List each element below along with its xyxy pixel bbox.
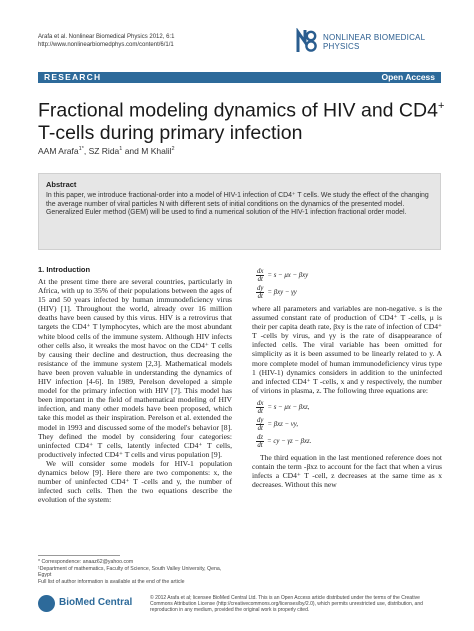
citation-url[interactable]: http://www.nonlinearbiomedphys.com/content/6/1/1 [38,42,174,48]
journal-name-line2: PHYSICS [323,42,360,51]
abstract-heading: Abstract [46,180,77,189]
publisher-logo [38,595,138,613]
section-heading: 1. Introduction [38,265,91,274]
intro-paragraph-2: We will consider some models for HIV-1 population dynamics below [9]. Here there are two components: x, the number of uninfected CD4⁺ T -cells and y, the number of infected such cells. Then the two equations describe the evolution of the system: [38,458,232,505]
eq-numerator: dz [257,433,264,441]
journal-name [323,33,425,51]
affiliation: ¹Department of mathematics, Faculty of Science, South Valley University, Qena, Egypt [38,565,222,579]
correspondence[interactable]: * Correspondence: anaaz62@yahoo.com [38,559,134,565]
article-type-label: RESEARCH [44,72,102,82]
eq-denominator: dt [257,441,263,449]
article-title [38,95,448,144]
citation-line: Arafa et al. Nonlinear Biomedical Physics 2012, 6:1 [38,34,175,40]
author-list [38,146,175,156]
equation-dz [256,433,442,450]
journal-citation [38,33,174,49]
equation-block-2 [252,399,442,450]
journal-logo [296,28,446,56]
biomed-central-icon [38,595,55,612]
journal-name-line1: NONLINEAR BIOMEDICAL [323,33,426,42]
eq-numerator: dx [257,268,264,275]
equation-dy [256,284,442,301]
eq-denominator: dt [257,276,263,283]
open-access-label: Open Access [381,72,435,82]
author-1-affil: 1* [78,146,84,153]
author-info-note: Full list of author information is available at the end of the article [38,578,185,585]
author-2: , SZ Rida [83,146,120,156]
eq-rhs: = cy − γz − βxz. [267,437,312,445]
eq-rhs: = s − μx − βxz, [267,403,310,411]
publisher-name: BioMed Central [59,597,133,608]
equation-dx-2 [256,399,442,416]
author-3: and M Khalil [122,146,172,156]
intro-paragraph-1: At the present time there are several countries, particularly in Africa, with up to 35% of their populations between the ages of 15 and 50 years infected by human immunodeficiency virus (HIV) [1]. Throughout the world, already over 16 million deaths have been caused by this virus. HIV is a retrovirus that targets the CD4⁺ T lymphocytes, which are the most abundant white blood cells of the immune system. Although HIV infects other cells also, it wreaks the most havoc on the CD4⁺ T cells by causing their decline and destruction, thus decreasing the resistance of the immune system [2,3]. Mathematical models have been proven valuable in understanding the dynamics of HIV infection [4-6]. In 1989, Perelson developed a simple model for the primary infection with HIV [7]. This model has been important in the field of mathematical modeling of HIV infection, and many other models have been proposed, which take this model as their inspiration. Perelson et al. extended the model in 1993 and discussed some of the model's behavior [8]. They defined the model by considering four categories: uninfected CD4⁺ T cells, latently infected CD4⁺ T cells, productively infected CD4⁺ T cells and virus population [9]. [38,277,232,459]
title-line1: Fractional modeling dynamics of HIV and CD4 [38,99,438,122]
author-2-affil: 1 [119,146,123,153]
eq-numerator: dy [257,285,264,292]
footnote-divider [38,555,120,556]
eq-rhs: = βxy − γy [267,289,297,296]
eq-numerator: dx [257,399,264,407]
right-paragraph-2: The third equation in the last mentioned reference does not contain the term -βxz to account for the fact that when a virus infects a CD4⁺ T -cell, z decreases at the same time as x decreases. Without this new [252,452,442,490]
eq-rhs: = s − μx − βxy [267,272,309,279]
abstract-text: In this paper, we introduce fractional-order into a model of HIV-1 infection of CD4⁺ T cells. We study the effect of the changing the average number of viral particles N with different sets of initial conditions on the dynamics of the presented model. Generalized Euler method (GEM) will be used to find a numerical solution of the HIV-1 infection fractional order model. [46,192,429,217]
equation-dy-2 [256,416,442,433]
author-1: AAM Arafa [38,146,79,156]
eq-numerator: dy [257,416,264,424]
footnotes [38,559,234,585]
left-column [38,265,232,504]
journal-logo-icon [296,28,318,54]
right-column [252,265,442,489]
title-superscript: + [437,100,445,112]
eq-rhs: = βxz − νy, [267,420,299,428]
copyright-notice: © 2012 Arafa et al; licensee BioMed Central Ltd. This is an Open Access article distributed under the terms of the Creative Commons Attribution License (http://creativecommons.org/licenses/by/2.0), which permits unrestricted use, distribution, and reproduction in any medium, provided the original work is properly cited. [150,595,423,614]
eq-denominator: dt [257,293,263,300]
author-3-affil: 2 [171,146,175,153]
equation-block-1 [252,267,442,301]
title-line2: T-cells during primary infection [38,121,303,144]
eq-denominator: dt [257,407,263,415]
equation-dx [256,267,442,284]
article-type-bar [38,72,441,83]
right-paragraph-1: where all parameters and variables are non-negative. s is the assumed constant rate of production of CD4⁺ T -cells, μ is their per capita death rate, βxy is the rate of infection of CD4⁺ T -cells by virus, and γy is the rate of disappearance of infected cells. The viral variable has been omitted for simplicity as it is been assumed to be linearly related to y. A more complete model of human immunodeficiency virus type 1 (HIV-1) dynamics considers in addition to the uninfected and infected CD4⁺ T -cells, x and y respectively, the number of virions in plasma, z. The following three equations are: [252,304,442,395]
eq-denominator: dt [257,424,263,432]
abstract-box [38,173,441,250]
